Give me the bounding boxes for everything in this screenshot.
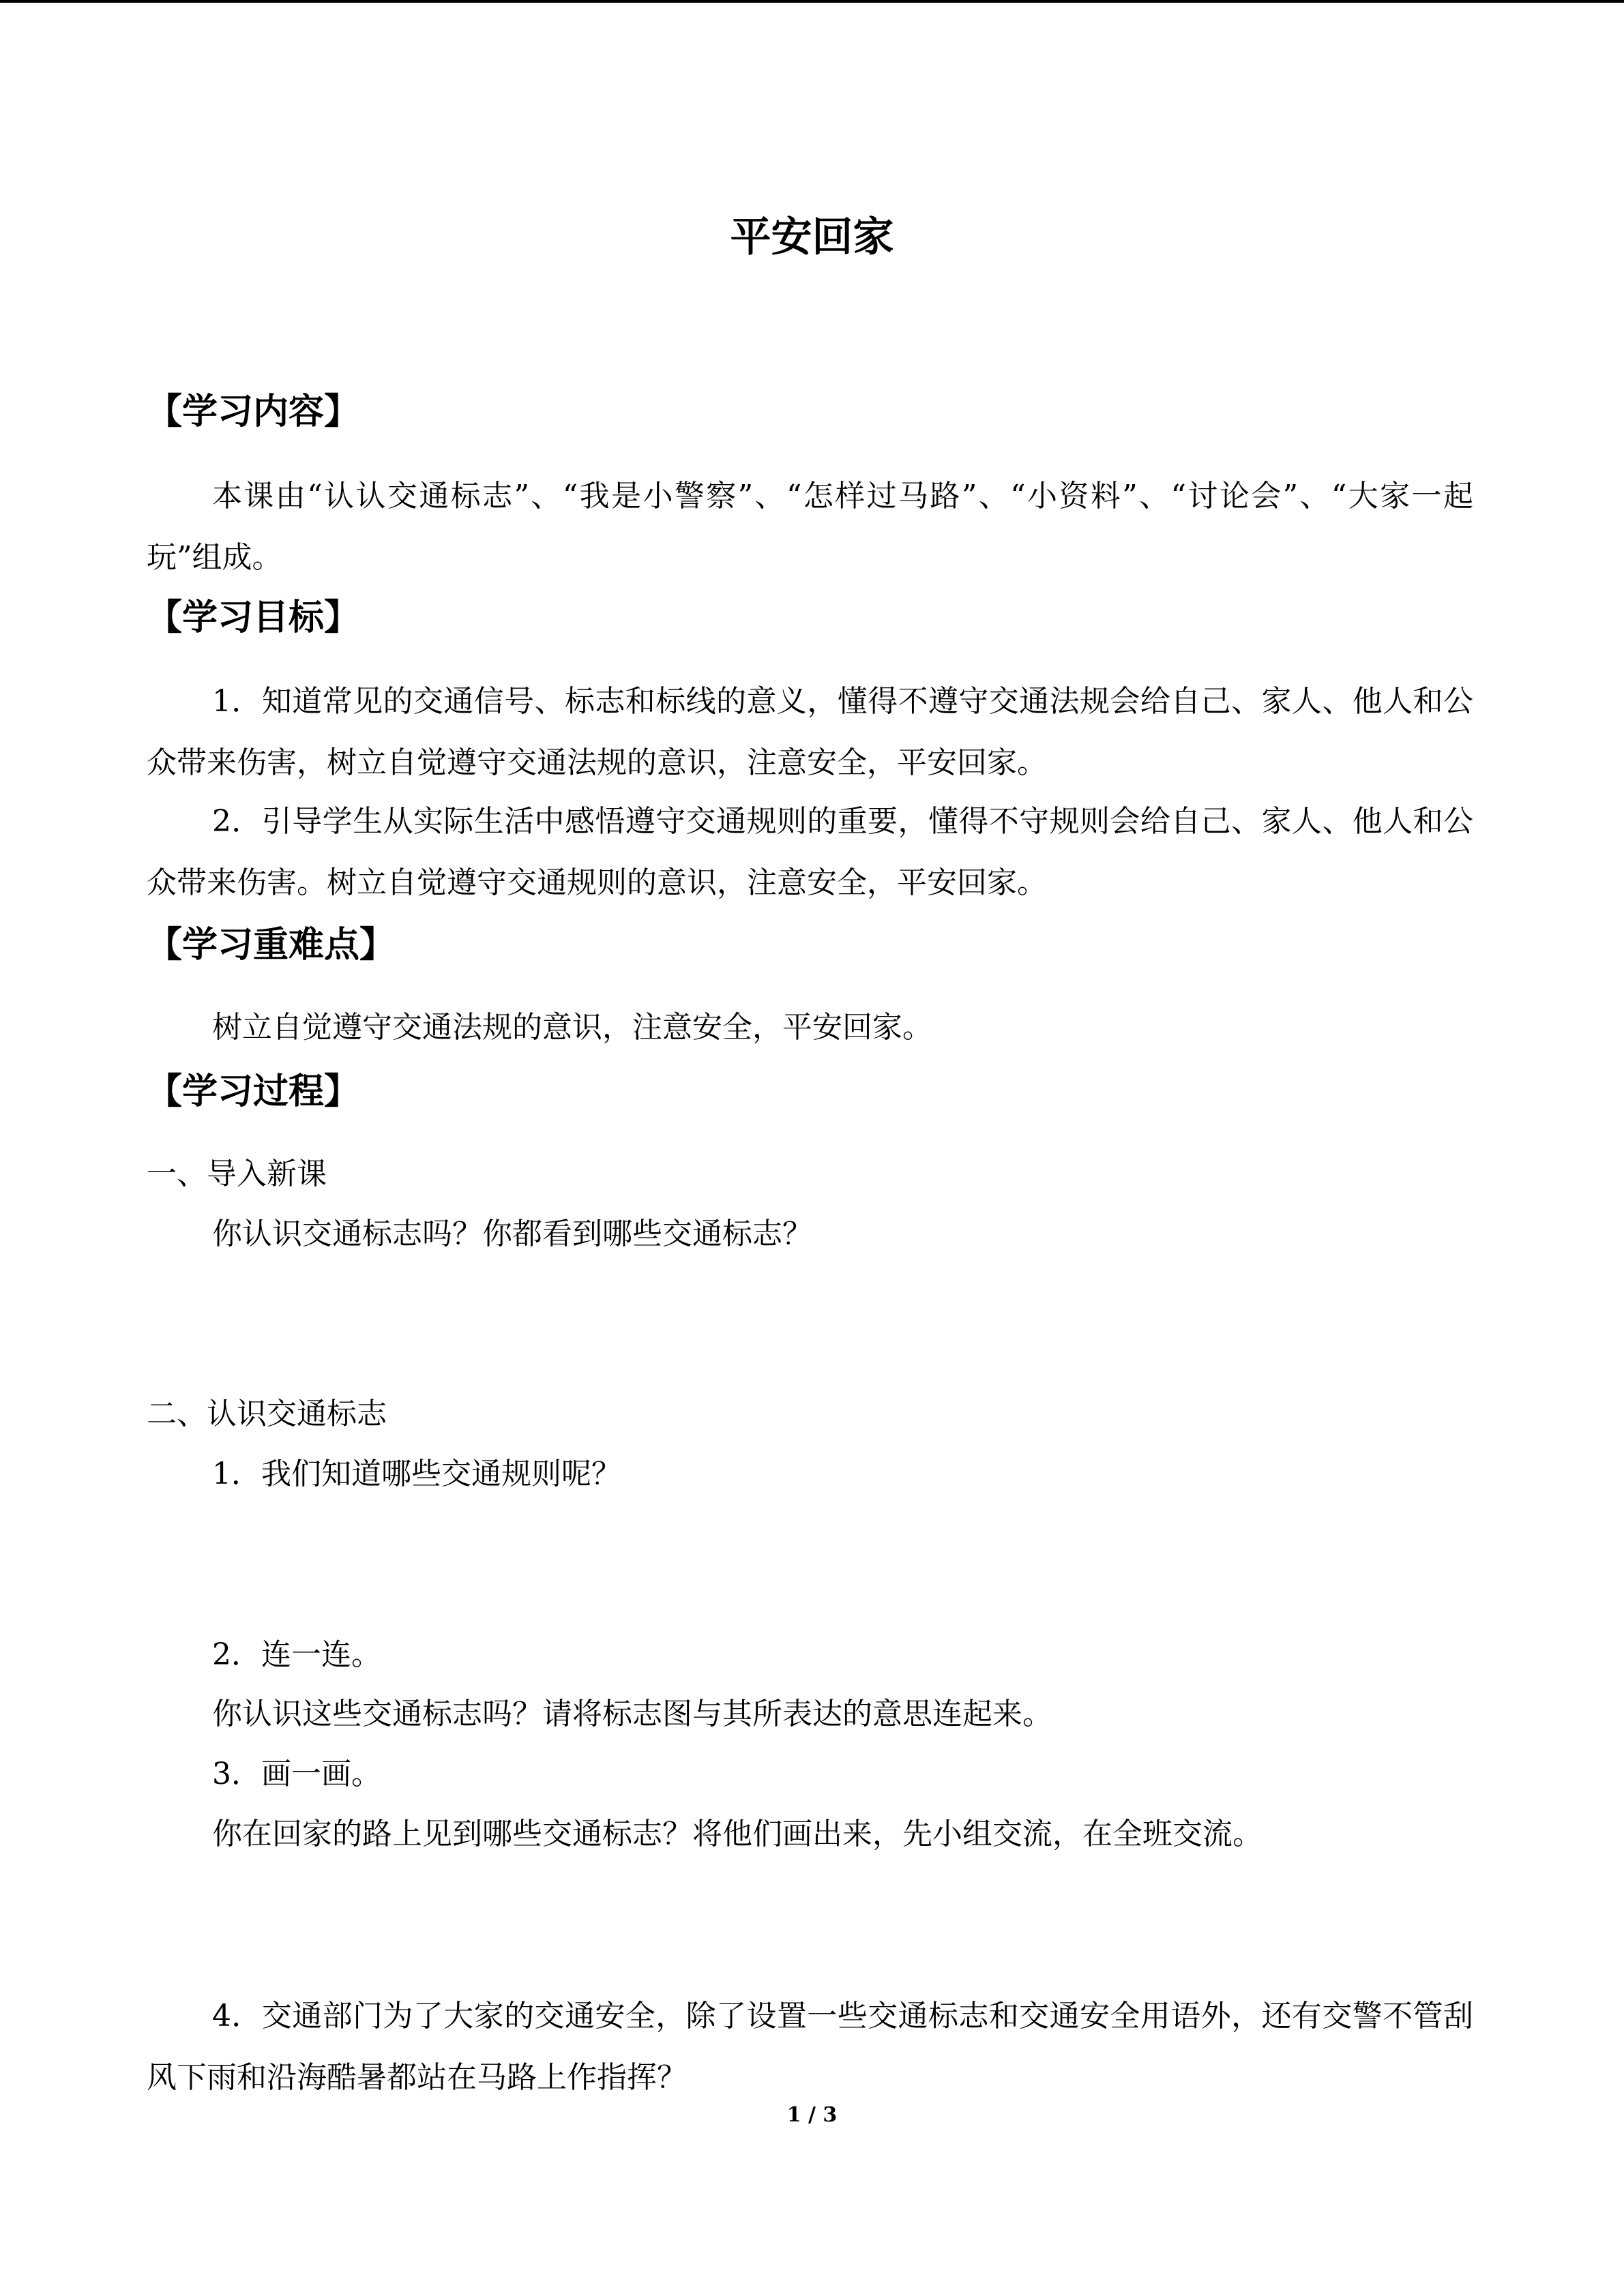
part2-question-2-text: 你认识这些交通标志吗？请将标志图与其所表达的意思连起来。 [212,1697,1052,1731]
goal-item-2: 2．引导学生从实际生活中感悟遵守交通规则的重要，懂得不守规则会给自己、家人、他人和公众带来伤害。树立自觉遵守交通规则的意识，注意安全，平安回家。 [147,804,1473,900]
heading-key-points: 【学习重难点】 [147,924,396,966]
part2-question-2-title: 2．连一连。 [212,1637,381,1672]
part1-question: 你认识交通标志吗？你都看到哪些交通标志？ [212,1217,812,1251]
heading-learning-goals: 【学习目标】 [147,597,360,638]
part1-title: 一、导入新课 [147,1157,327,1191]
page-number: 1 / 3 [786,2103,838,2127]
key-points-text: 树立自觉遵守交通法规的意识，注意安全，平安回家。 [212,1010,932,1045]
part2-title: 二、认识交通标志 [147,1397,387,1431]
learning-content-text: 本课由“认认交通标志”、“我是小警察”、“怎样过马路”、“小资料”、“讨论会”、“大家一起玩”组成。 [147,479,1473,575]
part2-question-3-text: 你在回家的路上见到哪些交通标志？将他们画出来，先小组交流，在全班交流。 [212,1817,1263,1851]
part2-question-1: 1．我们知道哪些交通规则呢？ [212,1457,621,1491]
heading-learning-process: 【学习过程】 [147,1071,360,1112]
part2-question-3-title: 3．画一画。 [212,1757,381,1791]
page-title: 平安回家 [730,213,894,261]
part2-question-4: 4．交通部门为了大家的交通安全，除了设置一些交通标志和交通安全用语外，还有交警不管刮风下雨和沿海酷暑都站在马路上作指挥？ [147,1999,1473,2095]
page-top-border [0,0,1624,3]
goal-item-1: 1．知道常见的交通信号、标志和标线的意义，懂得不遵守交通法规会给自己、家人、他人和公众带来伤害，树立自觉遵守交通法规的意识，注意安全，平安回家。 [147,684,1473,780]
heading-learning-content: 【学习内容】 [147,391,360,432]
